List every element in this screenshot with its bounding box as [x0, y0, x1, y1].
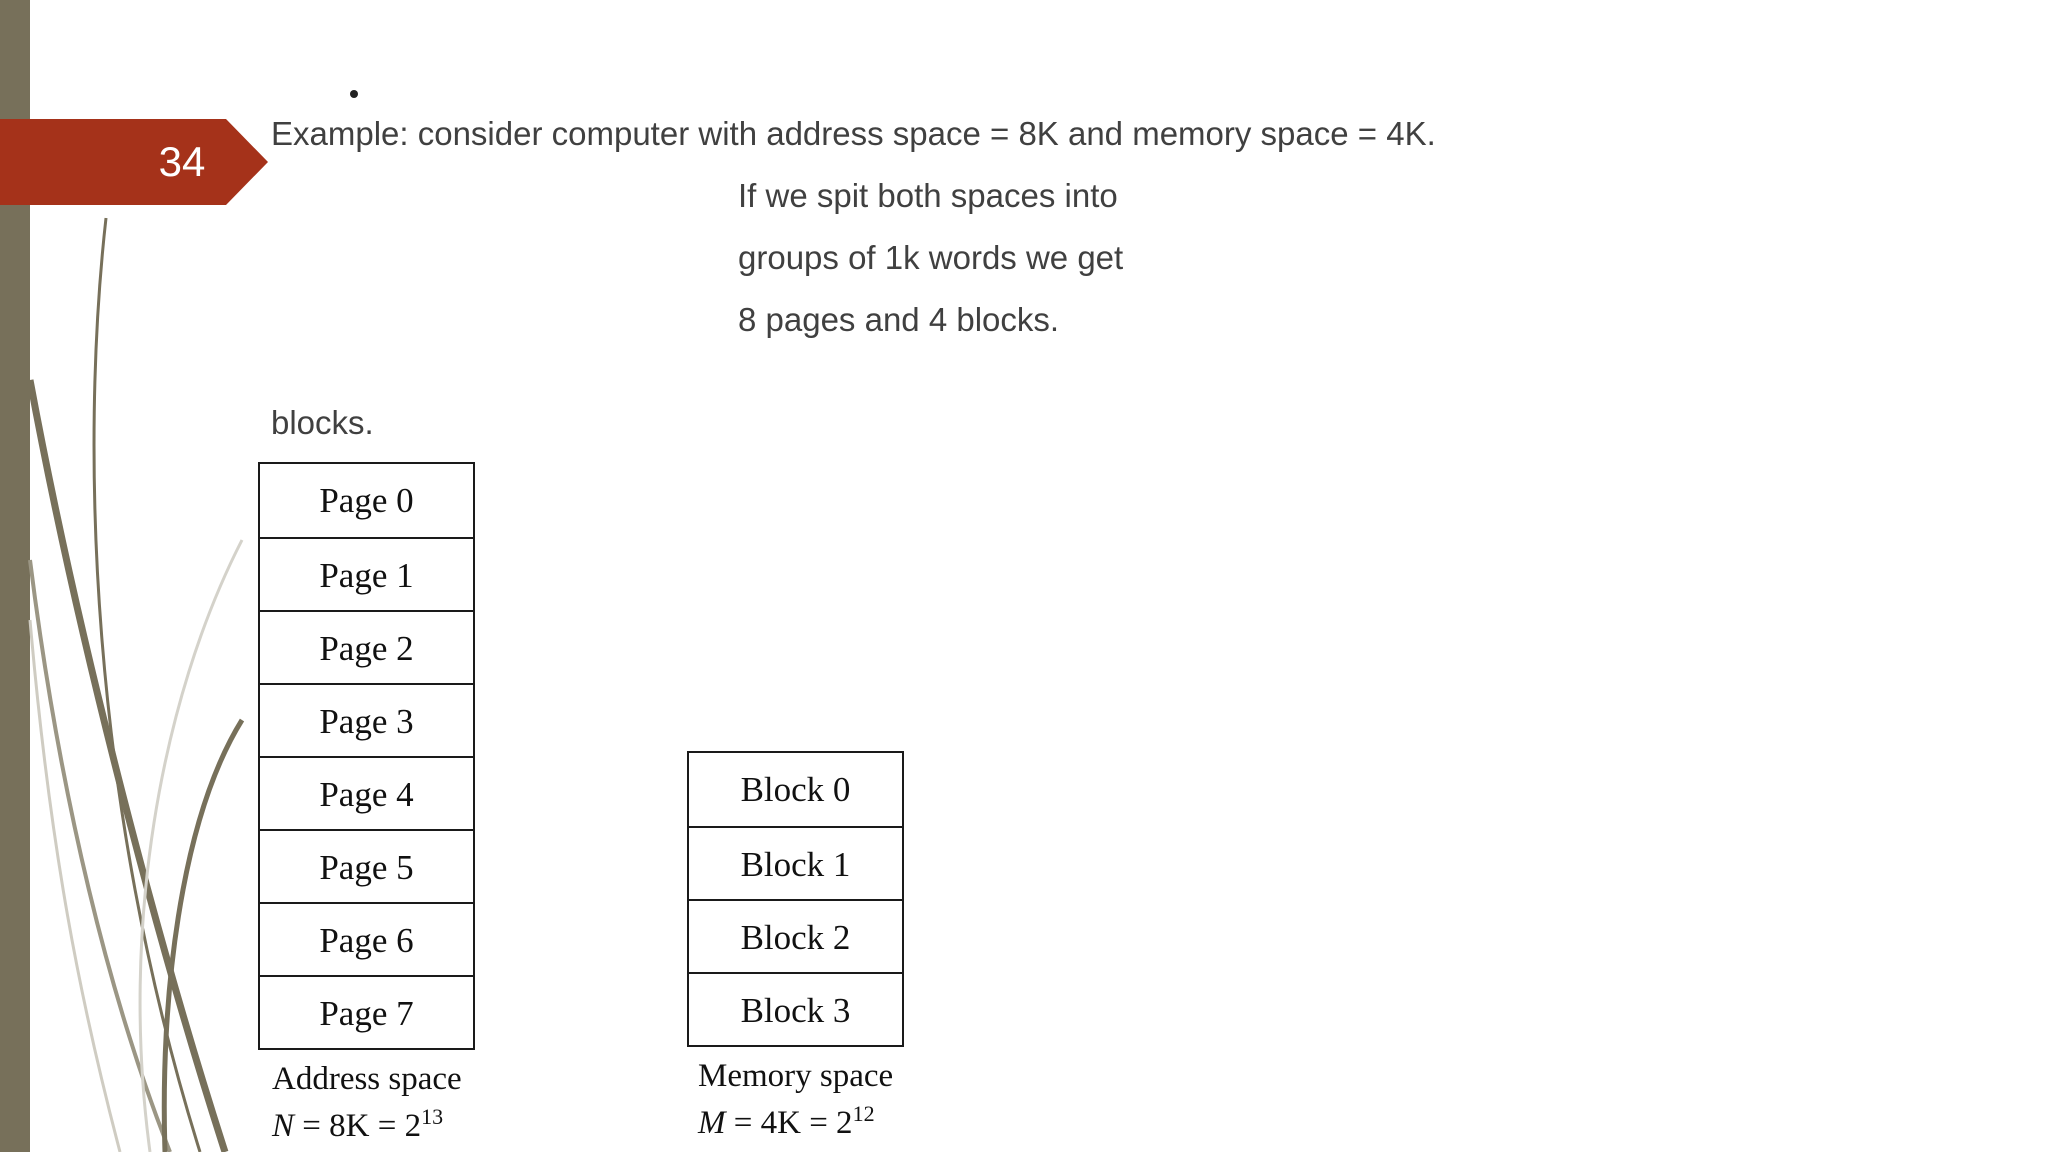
blocks-word: blocks. [271, 404, 374, 441]
block-cell: Block 3 [689, 972, 902, 1045]
page-cell: Page 0 [319, 481, 414, 520]
formula-variable: N [272, 1108, 295, 1144]
memory-space-formula [698, 1095, 893, 1142]
formula-variable: M [698, 1105, 726, 1141]
block-cell: Block 2 [689, 899, 902, 972]
address-space-caption [272, 1060, 462, 1145]
formula-exponent: 12 [852, 1101, 875, 1126]
memory-space-caption [698, 1057, 893, 1142]
explanation-line-2: groups of 1k words we get [738, 239, 1124, 276]
address-space-stack [258, 462, 475, 1050]
explanation-line-1: If we spit both spaces into [738, 177, 1118, 214]
page-cell: Page 7 [260, 975, 473, 1048]
bullet-icon [350, 90, 358, 98]
page-cell: Page 3 [260, 683, 473, 756]
block-cell: Block 1 [689, 826, 902, 899]
page-cell: Page 4 [260, 756, 473, 829]
page-cell: Page 2 [260, 610, 473, 683]
block-cell: Block 0 [740, 770, 851, 809]
formula-body: = 4K = 2 [725, 1105, 853, 1141]
address-space-label: Address space [272, 1061, 462, 1097]
memory-space-label: Memory space [698, 1058, 894, 1094]
formula-body: = 8K = 2 [294, 1108, 422, 1144]
memory-space-stack [687, 751, 904, 1047]
example-text: Example: consider computer with address space = 8K and memory space = 4K. [271, 115, 1436, 152]
formula-exponent: 13 [421, 1104, 444, 1129]
address-space-formula [272, 1098, 462, 1145]
slide-number: 34 [158, 138, 206, 185]
page-cell: Page 6 [260, 902, 473, 975]
page-cell: Page 5 [260, 829, 473, 902]
page-cell: Page 1 [260, 537, 473, 610]
explanation-line-3: 8 pages and 4 blocks. [738, 301, 1060, 338]
